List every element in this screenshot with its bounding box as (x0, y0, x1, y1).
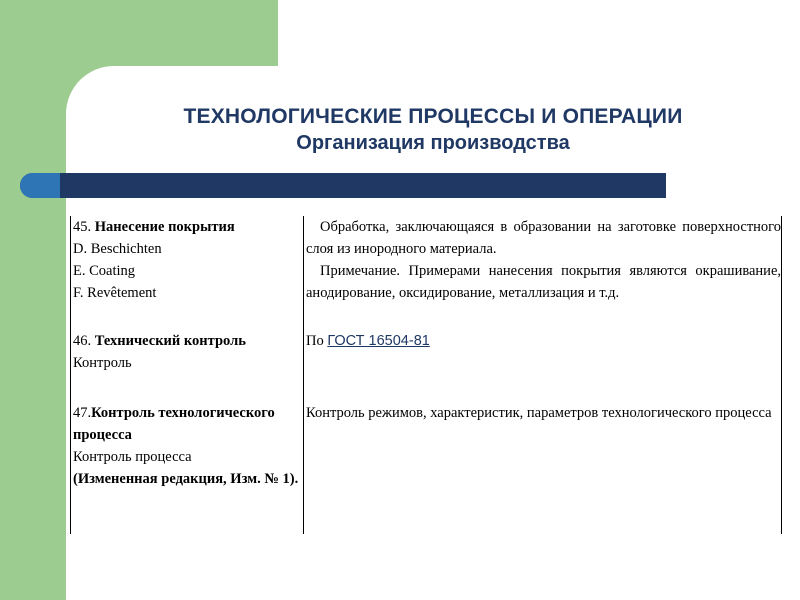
definition-cell (304, 216, 782, 328)
gost-link[interactable]: ГОСТ 16504-81 (327, 333, 430, 349)
term-short: Контроль процесса (73, 449, 192, 465)
table-row (71, 394, 782, 534)
term-de: D. Beschichten (73, 241, 162, 257)
definition-cell (304, 394, 782, 534)
term-fr: F. Revêtement (73, 285, 157, 301)
term-en: E. Coating (73, 263, 136, 279)
term-name: Нанесение покрытия (94, 219, 235, 235)
term-short: Контроль (73, 355, 132, 371)
table-row (71, 216, 782, 328)
definition-text: По ГОСТ 16504-81 (306, 333, 430, 349)
slide-header (66, 104, 800, 156)
definition-text: Контроль режимов, характеристик, параметров технологического процесса (306, 405, 772, 421)
term-cell (71, 394, 304, 534)
slide-title: ТЕХНОЛОГИЧЕСКИЕ ПРОЦЕССЫ И ОПЕРАЦИИ (183, 105, 683, 128)
term-cell (71, 328, 304, 394)
definition-cell (304, 328, 782, 394)
slide-subtitle: Организация производства (296, 132, 570, 154)
table-row (71, 328, 782, 394)
term-name: Контроль технологического процесса (73, 405, 275, 443)
title-divider-bar (20, 173, 666, 198)
term-heading: 45. Нанесение покрытия (73, 219, 235, 235)
definition-text: Обработка, заключающаяся в образовании на заготовке поверхностного слоя из инородного материала. (306, 219, 781, 257)
terms-table (70, 216, 782, 534)
term-name: Технический контроль (94, 333, 246, 349)
term-cell (71, 216, 304, 328)
term-heading: 47.Контроль технологического процесса (73, 405, 275, 443)
amendment-note: (Измененная редакция, Изм. № 1). (73, 471, 299, 487)
term-heading: 46. Технический контроль (73, 333, 246, 349)
divider-accent (20, 173, 60, 198)
definition-note: Примечание. Примерами нанесения покрытия являются окрашивание, анодирование, оксидирование, металлизация и т.д. (306, 263, 781, 301)
